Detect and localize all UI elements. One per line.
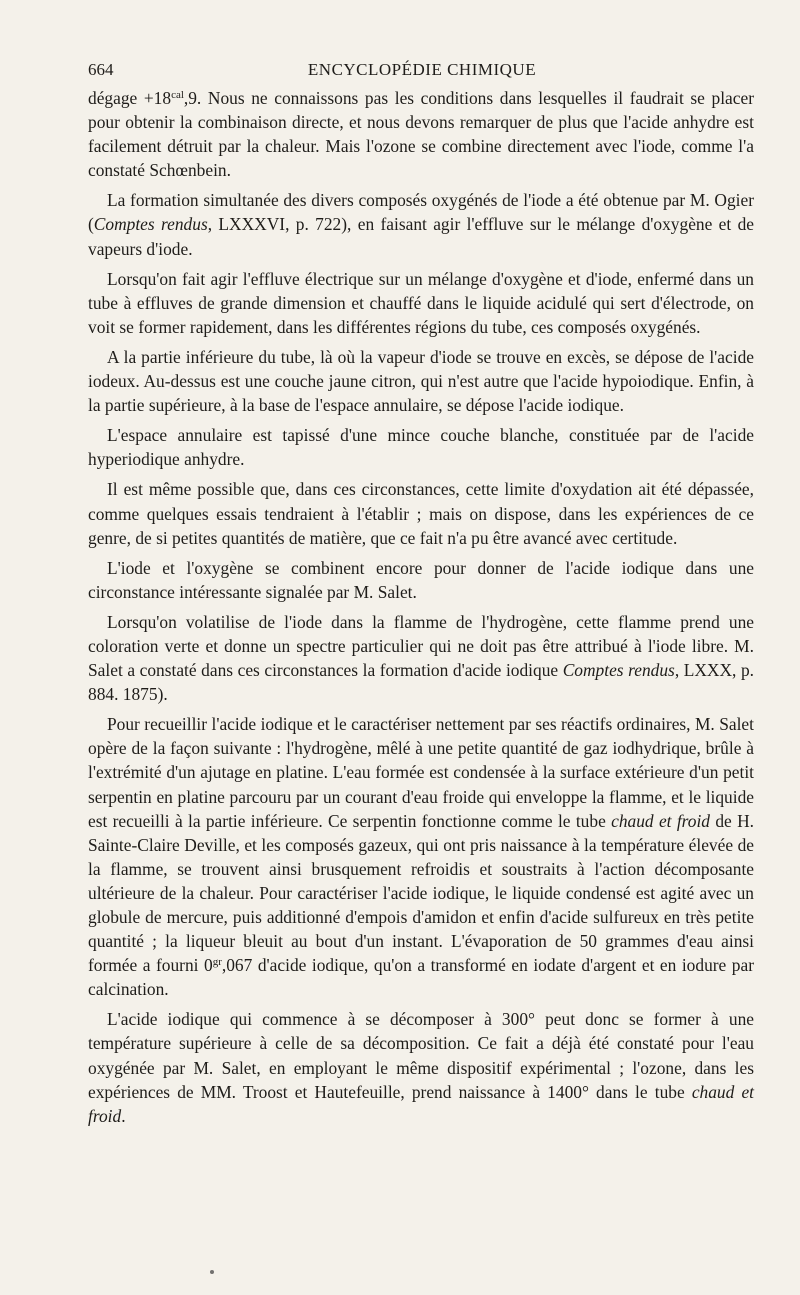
page-header [88,60,756,82]
paragraph-1: dégage $+18^{cal},9$. Nous ne connaissons pas les conditions dans lesquelles il faudrait se placer pour obtenir la combinaison directe, et nous devons remarquer de plus que l'acide anhydre est facilement détruit par la chaleur. Mais l'ozone se combine directement avec l'iode, comme l'a constaté Schœnbein. [88,88,754,181]
paragraph-2: La formation simultanée des divers composés oxygénés de l'iode a été obtenue par M. Ogier (Comptes rendus, LXXXVI, p. 722), en faisant agir l'effluve sur le mélange d'oxygène et de vapeurs d'iode. [88,190,754,259]
italic-term: chaud et froid [88,1081,754,1126]
ink-speck [210,1270,214,1274]
paragraph-10: L'acide iodique qui commence à se décomposer à 300° peut donc se former à une température supérieure à celle de sa décomposition. Ce fait a déjà été constaté pour l'eau oxygénée par M. Salet, en employant le même dispositif expérimental ; l'ozone, dans les expériences de MM. Troost et Hautefeuille, prend naissance à 1400° dans le tube chaud et froid. [88,1009,754,1126]
paragraph-9: Pour recueillir l'acide iodique et le caractériser nettement par ses réactifs ordinaires, M. Salet opère de la façon suivante : l'hydrogène, mêlé à une petite quantité de gaz iodhydrique, brûle à l'extrémité d'un ajutage en platine. L'eau formée est condensée à la surface extérieure d'un petit serpentin en platine parcouru par un courant d'eau froide qui enveloppe la flamme, et le liquide est recueilli à la partie inférieure. Ce serpentin fonctionne comme le tube chaud et froid de H. Sainte-Claire Deville, et les composés gazeux, qui ont pris naissance à la température élevée de la flamme, se trouvent ainsi brusquement refroidis et soustraits à l'action décomposante ultérieure de la chaleur. Pour caractériser l'acide iodique, le liquide condensé est agité avec un globule de mercure, puis additionné d'empois d'amidon et enfin d'acide sulfureux en très petite quantité ; la liqueur bleuit au bout d'un instant. L'évaporation de 50 grammes d'eau ainsi formée a fourni $0^{gr},067$ d'acide iodique, qu'on a transformé en iodate d'argent et en iodure par calcination. [88,714,754,1000]
paragraph-3: Lorsqu'on fait agir l'effluve électrique sur un mélange d'oxygène et d'iode, enfermé dans un tube à effluves de grande dimension et chauffé dans le liquide acidulé qui sert d'électrode, on voit se former rapidement, dans les différentes régions du tube, ces composés oxygénés. [88,268,754,337]
paragraph-6: Il est même possible que, dans ces circonstances, cette limite d'oxydation ait été dépassée, comme quelques essais tendraient à l'établir ; mais on dispose, dans les expériences de ce genre, de si petites quantités de matière, que ce fait n'a pu être avancé avec certitude. [88,479,754,548]
running-title: ENCYCLOPÉDIE CHIMIQUE [307,60,537,79]
paragraph-8: Lorsqu'on volatilise de l'iode dans la flamme de l'hydrogène, cette flamme prend une coloration verte et donne un spectre particulier qui ne doit pas être attribué à l'iode libre. M. Salet a constaté dans ces circonstances la formation d'acide iodique Comptes rendus, LXXX, p. 884. 1875). [88,611,754,705]
italic-term: chaud et froid [611,810,711,831]
citation-title: Comptes rendus [93,214,208,235]
page-number: 664 [88,60,114,79]
citation-title: Comptes rendus [562,660,675,681]
body-text [88,86,754,1134]
paragraph-5: L'espace annulaire est tapissé d'une mince couche blanche, constituée par de l'acide hyperiodique anhydre. [88,425,754,470]
paragraph-7: L'iode et l'oxygène se combinent encore pour donner de l'acide iodique dans une circonstance intéressante signalée par M. Salet. [88,557,754,602]
paragraph-4: A la partie inférieure du tube, là où la vapeur d'iode se trouve en excès, se dépose de l'acide iodeux. Au-dessus est une couche jaune citron, qui n'est autre que l'acide hypoiodique. Enfin, à la partie supérieure, à la base de l'espace annulaire, se dépose l'acide iodique. [88,346,754,416]
